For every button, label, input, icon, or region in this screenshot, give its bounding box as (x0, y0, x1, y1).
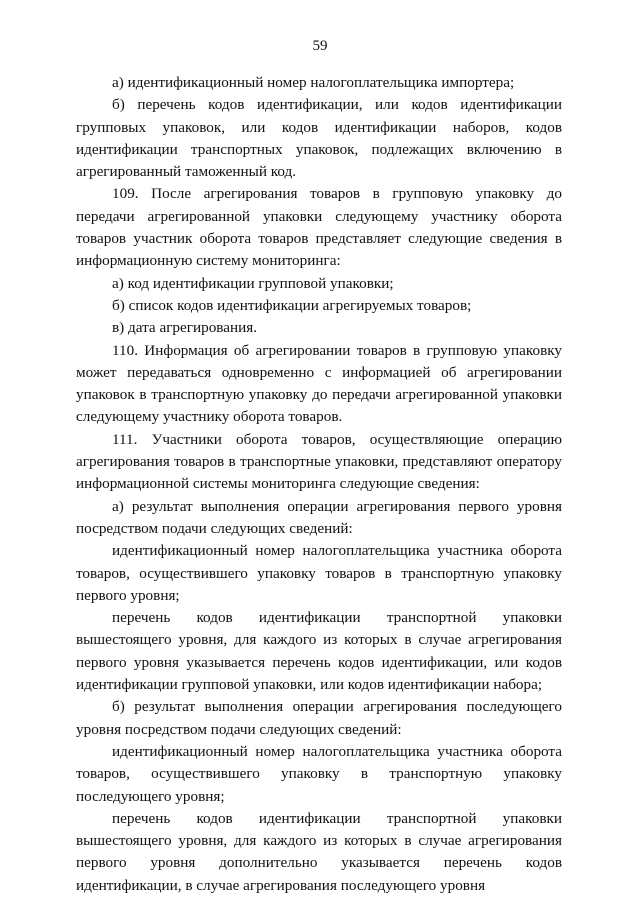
paragraph: идентификационный номер налогоплательщика участника оборота товаров, осуществившего упаковку товаров в транспортную упаковку первого уровня; (76, 542, 562, 604)
paragraph: а) идентификационный номер налогоплательщика импортера; (112, 74, 515, 91)
paragraph: б) перечень кодов идентификации, или кодов идентификации групповых упаковок, или кодов идентификации наборов, кодов идентификации транспортных упаковок, подлежащих включению в агрегированный таможенный код. (76, 96, 562, 181)
document-body (76, 72, 562, 897)
paragraph: б) результат выполнения операции агрегирования последующего уровня посредством подачи следующих сведений: (76, 698, 562, 738)
paragraph: идентификационный номер налогоплательщика участника оборота товаров, осуществившего упаковку в транспортную упаковку последующего уровня; (76, 742, 562, 805)
paragraph: а) код идентификации групповой упаковки; (112, 274, 394, 292)
paragraph: 109. После агрегирования товаров в групповую упаковку до передачи агрегированной упаковки следующему участнику оборота товаров участник оборота товаров представляет следующие сведения в информационную систему мониторинга: (76, 185, 562, 270)
paragraph: а) результат выполнения операции агрегирования первого уровня посредством подачи следующих сведений: (76, 497, 562, 537)
paragraph: перечень кодов идентификации транспортной упаковки вышестоящего уровня, для каждого из которых в случае агрегирования первого уровня дополнительно указывается перечень кодов идентификации, в случае агрегирования последующего уровня (76, 809, 562, 894)
paragraph: 110. Информация об агрегировании товаров в групповую упаковку может передаваться одновременно с информацией об агрегировании упаковок в транспортную упаковку до передачи агрегированной упаковки следующему участнику оборота товаров. (76, 341, 562, 426)
paragraph: в) дата агрегирования. (112, 319, 258, 337)
paragraph: 111. Участники оборота товаров, осуществляющие операцию агрегирования товаров в транспортные упаковки, представляют оператору информационной системы мониторинга следующие сведения: (76, 430, 562, 493)
paragraph: б) список кодов идентификации агрегируемых товаров; (112, 296, 472, 314)
paragraph: перечень кодов идентификации транспортной упаковки вышестоящего уровня, для каждого из которых в случае агрегирования первого уровня указывается перечень кодов идентификации, или кодов идентификации групповой упаковки, или кодов идентификации набора; (76, 609, 562, 694)
page-number: 59 (312, 38, 328, 54)
